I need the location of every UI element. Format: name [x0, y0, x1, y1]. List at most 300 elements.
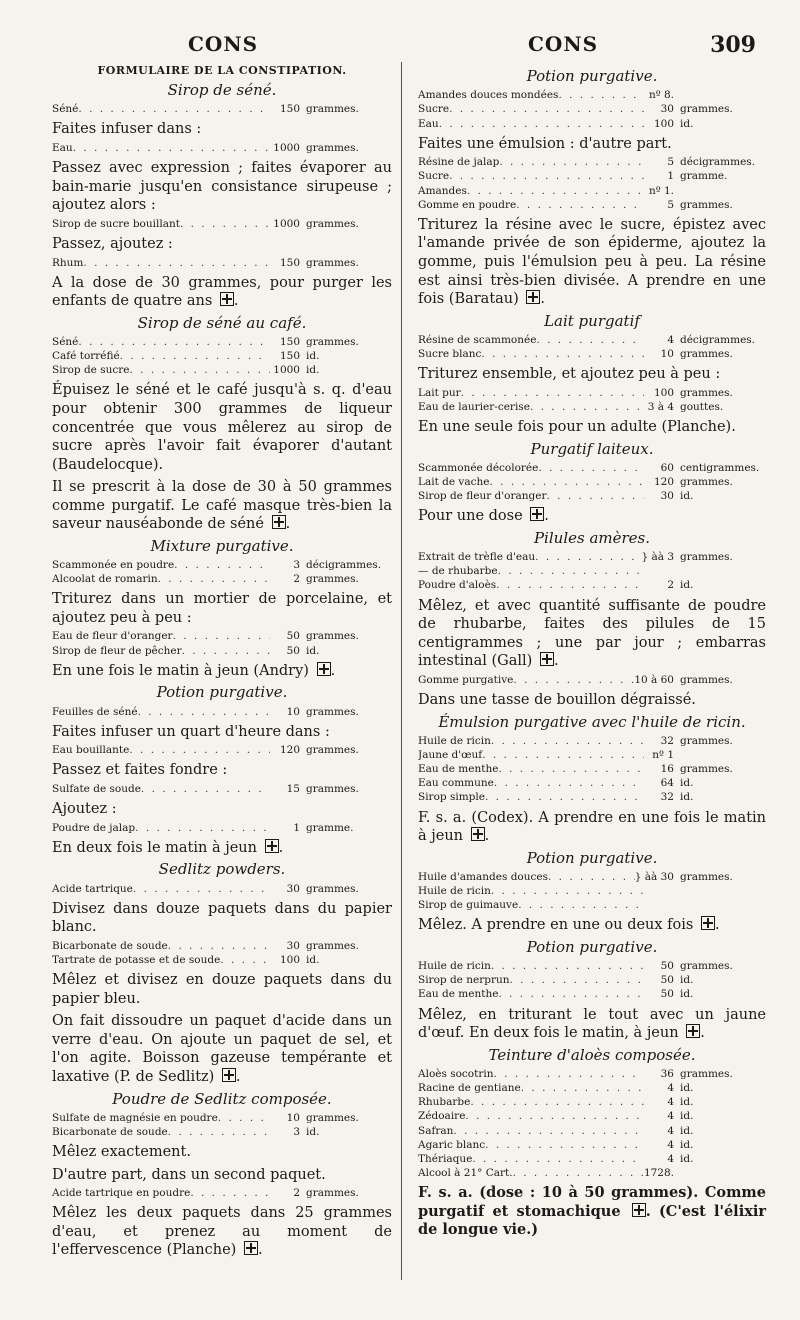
leader-dots	[449, 102, 644, 116]
ingredient-quantity: 4	[667, 1138, 674, 1151]
ingredient-quantity: } àà 3	[641, 551, 674, 564]
ingredient-unit: grammes.	[680, 673, 733, 686]
ingredient-line	[418, 1124, 766, 1138]
ingredient-line	[418, 762, 766, 776]
ingredient-quantity: 100	[279, 954, 300, 967]
ingredient-unit: id.	[306, 954, 320, 967]
leader-dots	[482, 748, 644, 762]
leader-dots	[158, 572, 270, 586]
ingredient-quantity: 30	[286, 882, 300, 895]
ingredient-name: Rhum	[52, 256, 84, 269]
ingredient-name: Tartrate de potasse et de soude	[52, 954, 221, 967]
ingredient-line	[418, 102, 766, 116]
leader-dots	[470, 1095, 644, 1109]
ingredient-quantity: 3	[293, 1125, 300, 1138]
ingredient-line	[52, 1125, 392, 1139]
ingredient-line	[52, 821, 392, 835]
ingredient-quantity: 32	[660, 734, 674, 747]
ingredient-unit: grammes.	[306, 630, 359, 643]
ingredient-unit: décigrammes.	[680, 156, 756, 169]
leader-dots	[439, 117, 644, 131]
recipe-title: Sedlitz powders.	[158, 860, 286, 879]
ingredient-list	[52, 882, 392, 896]
leader-dots	[510, 973, 645, 987]
ingredient-unit: id.	[306, 364, 320, 377]
ingredient-quantity: 2	[293, 1187, 300, 1200]
ingredient-unit: grammes.	[680, 960, 733, 973]
ingredient-line	[418, 673, 766, 687]
ingredient-quantity: 4	[667, 1110, 674, 1123]
right-column	[418, 64, 766, 1242]
instruction-text: D'autre part, dans un second paquet.	[52, 1166, 326, 1183]
poison-cross-icon	[220, 292, 234, 306]
ingredient-name: Eau de menthe	[418, 988, 499, 1001]
leader-dots	[481, 347, 644, 361]
ingredient-name: Sulfate de magnésie en poudre	[52, 1111, 218, 1124]
ingredient-list	[418, 550, 766, 593]
ingredient-name: Acide tartrique en poudre	[52, 1187, 191, 1200]
ingredient-list	[418, 333, 766, 361]
ingredient-unit: id.	[680, 974, 694, 987]
ingredient-name: Scammonée en poudre	[52, 559, 175, 572]
ingredient-quantity: 30	[660, 490, 674, 503]
ingredient-unit: grammes.	[680, 1067, 733, 1080]
ingredient-name: Alcool à 21° Cart.	[418, 1167, 513, 1180]
ingredient-name: Sucre	[418, 103, 450, 116]
ingredient-line	[52, 256, 392, 270]
ingredient-quantity: 4	[667, 1152, 674, 1165]
ingredient-quantity: 50	[286, 644, 300, 657]
leader-dots	[538, 461, 644, 475]
leader-dots	[472, 1152, 644, 1166]
ingredient-quantity: 1000	[273, 364, 300, 377]
ingredient-unit: gramme.	[680, 170, 728, 183]
poison-cross-icon	[530, 507, 544, 521]
instruction-text: Triturez la résine avec le sucre, épistez avec l'amande privée de son épiderme, ajoutez la gomme, puis l'émulsion peu à peu. La résine est ainsi très-bien divisée. A prendre en une fois (Baratau) .	[418, 216, 766, 308]
ingredient-line	[418, 776, 766, 790]
recipe-title: Potion purgative.	[156, 683, 288, 702]
ingredient-line	[418, 1081, 766, 1095]
ingredient-quantity: nº 8.	[648, 89, 674, 102]
ingredient-quantity: 3	[293, 559, 300, 572]
ingredient-name: Eau de laurier-cerise	[418, 400, 530, 413]
ingredient-line	[52, 1186, 392, 1200]
leader-dots	[83, 256, 270, 270]
instruction-text: Passez et faites fondre :	[52, 762, 228, 779]
ingredient-unit: id.	[680, 1096, 694, 1109]
ingredient-unit: grammes.	[306, 1111, 359, 1124]
ingredient-unit: id.	[680, 1110, 694, 1123]
poison-cross-icon	[526, 290, 540, 304]
ingredient-quantity: 2	[293, 573, 300, 586]
ingredient-quantity: 30	[286, 939, 300, 952]
leader-dots	[516, 198, 644, 212]
leader-dots	[174, 558, 270, 572]
recipe-title: Sirop de séné.	[167, 81, 277, 100]
leader-dots	[449, 169, 644, 183]
leader-dots	[141, 782, 270, 796]
ingredient-line	[418, 898, 766, 912]
leader-dots	[485, 1138, 644, 1152]
ingredient-name: Gomme purgative	[418, 673, 514, 686]
ingredient-quantity: 50	[660, 960, 674, 973]
ingredient-name: Eau commune	[418, 777, 494, 790]
instruction-text: En deux fois le matin à jeun .	[52, 839, 284, 856]
instruction-text: Mêlez, en triturant le tout avec un jaune d'œuf. En deux fois le matin, à jeun .	[418, 1006, 766, 1042]
ingredient-unit: id.	[680, 579, 694, 592]
ingredient-quantity: 4	[667, 333, 674, 346]
left-column	[52, 64, 392, 1262]
instruction-text: Mêlez et divisez en douze paquets dans du papier bleu.	[52, 972, 392, 1007]
ingredient-quantity: 4	[667, 1096, 674, 1109]
ingredient-line	[52, 743, 392, 757]
ingredient-unit: grammes.	[306, 103, 359, 116]
ingredient-name: Café torréfié	[52, 350, 120, 363]
ingredient-list	[418, 155, 766, 212]
poison-cross-icon	[632, 1203, 646, 1217]
ingredient-name: Rhubarbe	[418, 1096, 471, 1109]
instruction-text: F. s. a. (dose : 10 à 50 grammes). Comme purgatif et stomachique . (C'est l'élixir de longue vie.)	[418, 1184, 766, 1239]
leader-dots	[220, 953, 270, 967]
running-head-left: CONS	[188, 32, 259, 56]
ingredient-list	[52, 1111, 392, 1139]
leader-dots	[218, 1111, 270, 1125]
ingredient-quantity: 50	[660, 988, 674, 1001]
ingredient-list	[418, 734, 766, 805]
ingredient-list	[52, 217, 392, 231]
ingredient-unit	[674, 898, 766, 912]
ingredient-line	[418, 578, 766, 592]
ingredient-quantity: 2	[667, 579, 674, 592]
ingredient-unit: grammes.	[306, 217, 359, 230]
instruction-text: Mêlez les deux paquets dans 25 grammes d'eau, et prenez au moment de l'effervescence (Planche) .	[52, 1205, 392, 1259]
ingredient-unit: décigrammes.	[680, 333, 756, 346]
ingredient-list	[52, 256, 392, 270]
recipe-title: Mixture purgative.	[150, 536, 294, 555]
ingredient-line	[418, 870, 766, 884]
ingredient-line	[52, 629, 392, 643]
ingredient-line	[418, 347, 766, 361]
ingredient-unit: id.	[680, 791, 694, 804]
ingredient-name: Aloès socotrin	[418, 1067, 494, 1080]
ingredient-unit: grammes.	[306, 939, 359, 952]
ingredient-name: Séné	[52, 335, 79, 348]
ingredient-line	[418, 117, 766, 131]
ingredient-unit: grammes.	[680, 734, 733, 747]
leader-dots	[536, 333, 644, 347]
ingredient-name: Amandes	[418, 184, 467, 197]
ingredient-list	[418, 461, 766, 504]
ingredient-name: Jaune d'œuf	[418, 748, 483, 761]
instruction-text: Faites une émulsion : d'autre part.	[418, 135, 672, 152]
ingredient-line	[418, 386, 766, 400]
ingredient-quantity: 5	[667, 156, 674, 169]
ingredient-name: Alcoolat de romarin	[52, 573, 158, 586]
ingredient-name: Eau bouillante	[52, 744, 130, 757]
ingredient-name: Sirop de fleur d'oranger	[418, 490, 547, 503]
ingredient-line	[52, 335, 392, 349]
ingredient-list	[52, 1186, 392, 1200]
ingredient-line	[418, 88, 766, 102]
ingredient-quantity: 32	[660, 791, 674, 804]
leader-dots	[491, 734, 644, 748]
ingredient-name: Sucre blanc	[418, 348, 482, 361]
ingredient-name: Sirop de fleur de pêcher	[52, 644, 182, 657]
leader-dots	[530, 400, 644, 414]
leader-dots	[518, 898, 644, 912]
leader-dots	[78, 102, 270, 116]
leader-dots	[494, 776, 644, 790]
ingredient-unit: grammes.	[306, 744, 359, 757]
leader-dots	[168, 1125, 270, 1139]
ingredient-unit: grammes.	[680, 870, 733, 883]
leader-dots	[135, 821, 270, 835]
ingredient-quantity: } àà 30	[634, 870, 674, 883]
ingredient-quantity: 150	[279, 335, 300, 348]
ingredient-name: Lait pur	[418, 386, 461, 399]
instruction-text: On fait dissoudre un paquet d'acide dans un verre d'eau. On ajoute un paquet de sel, et l'on agite. Boisson gazeuse tempérante et laxative (P. de Sedlitz) .	[52, 1013, 392, 1085]
ingredient-line	[52, 363, 392, 377]
ingredient-unit: grammes.	[680, 103, 733, 116]
instruction-text: F. s. a. (Codex). A prendre en une fois le matin à jeun .	[418, 809, 766, 845]
ingredient-name: Sirop de sucre	[52, 364, 130, 377]
ingredient-line	[418, 550, 766, 564]
instruction-text: En une seule fois pour un adulte (Planche).	[418, 419, 736, 436]
instruction-text: Divisez dans douze paquets dans du papier blanc.	[52, 900, 392, 936]
leader-dots	[173, 629, 270, 643]
ingredient-name: Sirop de nerprun	[418, 974, 510, 987]
ingredient-line	[418, 489, 766, 503]
ingredient-line	[418, 734, 766, 748]
ingredient-quantity: nº 1.	[648, 184, 674, 197]
leader-dots	[78, 335, 270, 349]
recipe-title: Lait purgatif	[544, 311, 640, 330]
leader-dots	[521, 1081, 644, 1095]
ingredient-name: Amandes douces mondées	[418, 89, 559, 102]
leader-dots	[180, 217, 270, 231]
ingredient-name: Huile d'amandes douces	[418, 870, 548, 883]
leader-dots	[190, 1186, 270, 1200]
leader-dots	[467, 184, 644, 198]
ingredient-list	[418, 870, 766, 913]
ingredient-list	[52, 821, 392, 835]
ingredient-quantity: 150	[279, 103, 300, 116]
ingredient-unit: grammes.	[680, 551, 733, 564]
ingredient-list	[52, 335, 392, 378]
ingredient-unit: grammes.	[306, 256, 359, 269]
leader-dots	[465, 1109, 644, 1123]
ingredient-line	[418, 400, 766, 414]
instruction-text: En une fois le matin à jeun (Andry) .	[52, 662, 336, 679]
ingredient-line	[52, 217, 392, 231]
ingredient-unit: grammes.	[306, 573, 359, 586]
recipe-title: Teinture d'aloès composée.	[488, 1045, 696, 1064]
ingredient-quantity: 1000	[273, 141, 300, 154]
ingredient-quantity: 10	[286, 1111, 300, 1124]
poison-cross-icon	[222, 1068, 236, 1082]
ingredient-quantity	[644, 564, 674, 578]
ingredient-unit: grammes.	[680, 476, 733, 488]
instruction-text: Triturez ensemble, et ajoutez peu à peu :	[418, 366, 721, 383]
ingredient-quantity: 4	[667, 1124, 674, 1137]
leader-dots	[453, 1124, 644, 1138]
leader-dots	[491, 959, 644, 973]
ingredient-unit: id.	[306, 350, 320, 363]
ingredient-line	[418, 198, 766, 212]
leader-dots	[461, 386, 644, 400]
ingredient-name: Bicarbonate de soude	[52, 939, 168, 952]
ingredient-name: Thériaque	[418, 1152, 473, 1165]
recipe-title: Potion purgative.	[526, 937, 658, 956]
running-head-right: CONS	[528, 32, 599, 56]
leader-dots	[133, 882, 270, 896]
ingredient-unit: grammes.	[306, 1187, 359, 1200]
ingredient-list	[52, 558, 392, 586]
leader-dots	[547, 489, 645, 503]
poison-cross-icon	[471, 827, 485, 841]
ingredient-name: Extrait de trèfle d'eau	[418, 551, 536, 564]
ingredient-name: Eau de menthe	[418, 763, 499, 776]
ingredient-unit	[674, 884, 766, 898]
ingredient-quantity: 150	[279, 256, 300, 269]
ingredient-line	[418, 987, 766, 1001]
ingredient-unit	[674, 564, 766, 578]
ingredient-name: Sirop de sucre bouillant	[52, 217, 180, 230]
ingredient-list	[418, 386, 766, 414]
ingredient-line	[418, 884, 766, 898]
poison-cross-icon	[686, 1024, 700, 1038]
ingredient-line	[52, 953, 392, 967]
leader-dots	[535, 550, 641, 564]
instruction-text: Mêlez, et avec quantité suffisante de poudre de rhubarbe, faites des pilules de 15 centigrammes ; une par jour ; embarras intestinal (Gall) .	[418, 597, 766, 670]
ingredient-line	[52, 939, 392, 953]
ingredient-unit: id.	[680, 1152, 694, 1165]
ingredient-quantity: 100	[653, 117, 674, 130]
ingredient-unit	[674, 1166, 766, 1180]
leader-dots	[491, 884, 644, 898]
ingredient-name: Résine de scammonée	[418, 333, 537, 346]
ingredient-line	[418, 748, 766, 762]
poison-cross-icon	[701, 916, 715, 930]
leader-dots	[496, 578, 644, 592]
instruction-text: Ajoutez :	[52, 801, 117, 818]
leader-dots	[129, 743, 270, 757]
ingredient-quantity: 50	[660, 974, 674, 987]
ingredient-unit: grammes.	[306, 705, 359, 718]
ingredient-line	[418, 1152, 766, 1166]
poison-cross-icon	[540, 652, 554, 666]
ingredient-quantity: 4	[667, 1082, 674, 1095]
ingredient-name: Acide tartrique	[52, 882, 133, 895]
ingredient-name: Racine de gentiane	[418, 1082, 521, 1095]
ingredient-name: Huile de ricin	[418, 885, 491, 897]
ingredient-line	[418, 333, 766, 347]
ingredient-unit: grammes.	[680, 348, 733, 361]
ingredient-list	[52, 141, 392, 155]
ingredient-name: Poudre de jalap	[52, 821, 136, 834]
ingredient-list	[52, 629, 392, 657]
ingredient-name: Feuilles de séné	[52, 705, 138, 718]
ingredient-list	[52, 782, 392, 796]
ingredient-list	[418, 673, 766, 687]
ingredient-name: Sirop de guimauve	[418, 899, 519, 912]
ingredient-unit: grammes.	[680, 198, 733, 211]
ingredient-unit	[674, 184, 766, 198]
ingredient-line	[52, 558, 392, 572]
ingredient-list	[52, 102, 392, 116]
recipe-title: Pilules amères.	[533, 528, 651, 547]
ingredient-unit: grammes.	[306, 335, 359, 348]
ingredient-line	[52, 882, 392, 896]
ingredient-quantity: 16	[660, 763, 674, 776]
column-divider	[401, 62, 402, 1280]
recipe-title: Émulsion purgative avec l'huile de ricin.	[438, 712, 746, 731]
instruction-text: Dans une tasse de bouillon dégraissé.	[418, 691, 696, 708]
ingredient-list	[418, 1067, 766, 1180]
leader-dots	[548, 870, 635, 884]
ingredient-unit: grammes.	[306, 882, 359, 895]
leader-dots	[493, 1067, 644, 1081]
instruction-text: Épuisez le séné et le café jusqu'à s. q. d'eau pour obtenir 300 grammes de liqueur concentrée que vous mêlerez au sirop de sucre après l'avoir fait évaporer d'autant (Baudelocque).	[52, 382, 392, 473]
ingredient-line	[52, 102, 392, 116]
ingredient-name: Résine de jalap	[418, 156, 500, 169]
ingredient-line	[418, 155, 766, 169]
ingredient-line	[418, 475, 766, 489]
ingredient-unit: décigrammes.	[306, 559, 382, 572]
leader-dots	[499, 155, 644, 169]
ingredient-quantity: 15	[286, 783, 300, 795]
ingredient-unit: id.	[680, 117, 694, 130]
ingredient-list	[52, 939, 392, 967]
ingredient-name: Sucre	[418, 170, 450, 183]
ingredient-unit: grammes.	[680, 763, 733, 776]
ingredient-quantity: 10	[286, 705, 300, 718]
leader-dots	[513, 1166, 644, 1180]
ingredient-name: Bicarbonate de soude	[52, 1125, 168, 1138]
leader-dots	[513, 673, 634, 687]
ingredient-quantity: 10	[660, 348, 674, 361]
ingredient-quantity	[644, 898, 674, 912]
poison-cross-icon	[317, 662, 331, 676]
ingredient-line	[52, 644, 392, 658]
ingredient-name: Huile de ricin	[418, 960, 491, 973]
ingredient-line	[418, 169, 766, 183]
ingredient-quantity: 120	[279, 744, 300, 757]
ingredient-line	[418, 973, 766, 987]
ingredient-quantity: 150	[279, 350, 300, 363]
ingredient-name: Eau	[52, 141, 73, 154]
leader-dots	[498, 987, 644, 1001]
ingredient-list	[418, 88, 766, 131]
ingredient-unit: id.	[306, 644, 320, 657]
leader-dots	[130, 363, 271, 377]
ingredient-line	[52, 705, 392, 719]
ingredient-quantity: 10 à 60	[634, 673, 674, 686]
ingredient-quantity: 1	[293, 821, 300, 834]
instruction-text: A la dose de 30 grammes, pour purger les enfants de quatre ans .	[52, 274, 392, 310]
ingredient-name: Safran	[418, 1124, 454, 1137]
ingredient-list	[52, 743, 392, 757]
ingredient-unit: id.	[680, 1138, 694, 1151]
instruction-text: Mêlez. A prendre en une ou deux fois .	[418, 917, 720, 934]
ingredient-line	[52, 349, 392, 363]
ingredient-line	[418, 184, 766, 198]
ingredient-name: Séné	[52, 103, 79, 116]
instruction-text: Passez avec expression ; faites évaporer au bain-marie jusqu'en consistance sirupeuse ; ajoutez alors :	[52, 160, 392, 214]
ingredient-quantity: 5	[667, 198, 674, 211]
leader-dots	[558, 88, 644, 102]
ingredient-line	[52, 1111, 392, 1125]
